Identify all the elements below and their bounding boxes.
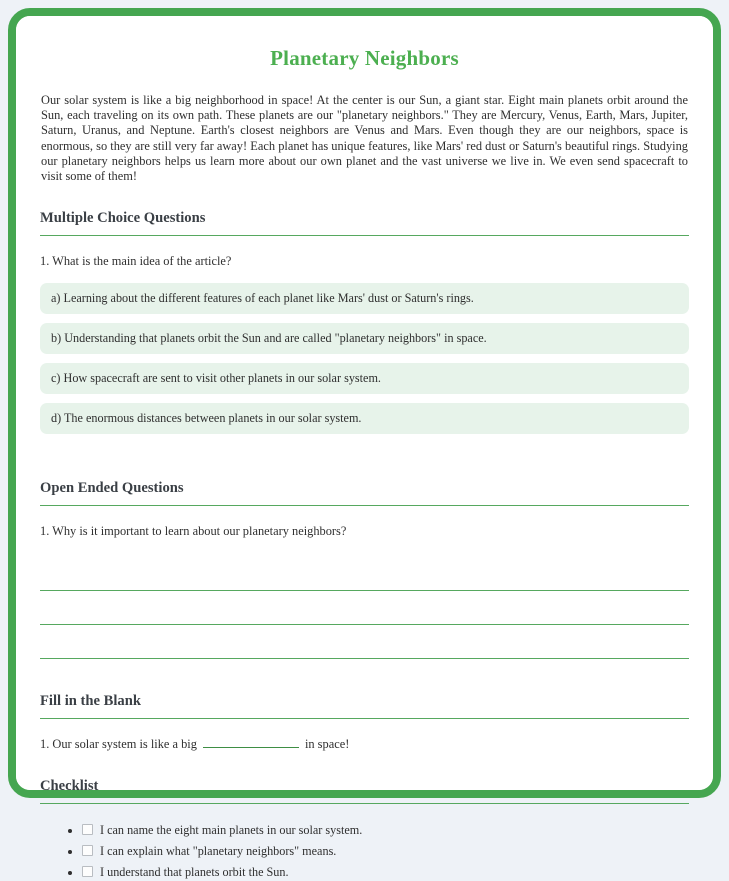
mcq-option-list [40,283,689,434]
section-divider [40,718,689,719]
checklist-item [82,822,689,839]
answer-line[interactable] [40,625,689,659]
mcq-option-c[interactable]: c) How spacecraft are sent to visit other planets in our solar system. [40,363,689,394]
fill-in-blank-prefix: 1. Our solar system is like a big [40,737,197,752]
intro-paragraph: Our solar system is like a big neighborhood in space! At the center is our Sun, a giant star. Eight main planets orbit around the Sun, each traveling on its own path. These planets are our "planetary neighbors." They are Mercury, Venus, Earth, Mars, Jupiter, Saturn, Uranus, and Neptune. Earth's closest neighbors are Venus and Mars. Even though they are our neighbors, space is enormous, so they are still very far away! Each planet has unique features, like Mars' red dust or Saturn's beautiful rings. Studying our planetary neighbors helps us learn more about our own planet and the vast universe we live in. We even send spacecraft to visit some of them! [41,93,688,184]
checkbox-icon[interactable] [82,824,93,835]
section-divider [40,803,689,804]
section-fill-in-the-blank [40,693,689,752]
mcq-option-b[interactable]: b) Understanding that planets orbit the Sun and are called "planetary neighbors" in space. [40,323,689,354]
worksheet-page [16,16,713,880]
mcq-question-text: 1. What is the main idea of the article? [40,254,232,269]
mcq-question-block [40,254,689,434]
checklist-item [82,843,689,860]
section-heading-fill-in-the-blank: Fill in the Blank [40,693,141,710]
spacer [40,768,689,778]
mcq-option-d[interactable]: d) The enormous distances between planets in our solar system. [40,403,689,434]
fill-in-blank-input[interactable] [203,747,299,748]
section-divider [40,235,689,236]
open-ended-answer-lines [40,557,689,659]
spacer [40,673,689,693]
checklist-list [40,822,689,881]
section-checklist [40,778,689,881]
fill-in-blank-suffix: in space! [304,737,350,752]
section-open-ended [40,480,689,659]
section-divider [40,505,689,506]
answer-line[interactable] [40,591,689,625]
checklist-item-label: I can explain what "planetary neighbors" means. [100,844,337,859]
fill-in-blank-sentence [40,737,689,752]
section-heading-checklist: Checklist [40,778,99,795]
page-title: Planetary Neighbors [270,46,459,70]
mcq-option-a[interactable]: a) Learning about the different features of each planet like Mars' dust or Saturn's rings. [40,283,689,314]
open-ended-question-text: 1. Why is it important to learn about our planetary neighbors? [40,524,347,539]
section-multiple-choice [40,210,689,434]
spacer [40,460,689,480]
checklist-item [82,864,689,881]
checkbox-icon[interactable] [82,866,93,877]
checklist-item-label: I can name the eight main planets in our solar system. [100,823,363,838]
worksheet-frame [8,8,721,880]
section-heading-multiple-choice: Multiple Choice Questions [40,210,206,227]
checklist-item-label: I understand that planets orbit the Sun. [100,865,289,880]
answer-line[interactable] [40,557,689,591]
checkbox-icon[interactable] [82,845,93,856]
section-heading-open-ended: Open Ended Questions [40,480,184,497]
open-ended-question-block [40,524,689,659]
